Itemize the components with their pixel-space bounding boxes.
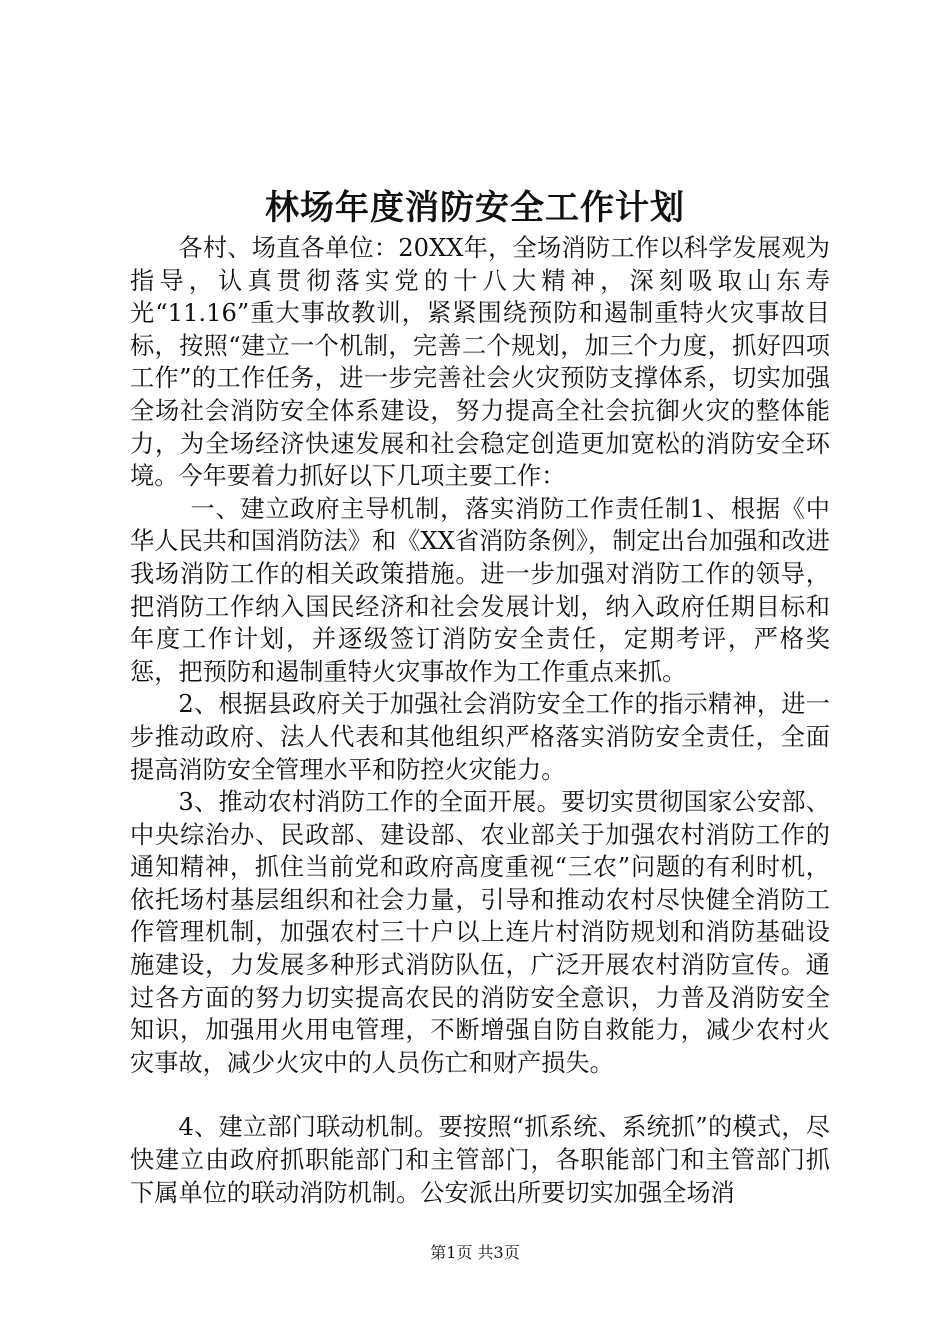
paragraph-intro: 各村、场直各单位：20XX年，全场消防工作以科学发展观为指导，认真贯彻落实党的十八大精神，深刻吸取山东寿光“11.16”重大事故教训，紧紧围绕预防和遏制重特火灾事故目标，按照“建立一个机制，完善二个规划，加三个力度，抓好四项工作”的工作任务，进一步完善社会火灾预防支撑体系，切实加强全场社会消防安全体系建设，努力提高全社会抗御火灾的整体能力，为全场经济快速发展和社会稳定创造更加宽松的消防安全环境。今年要着力抓好以下几项主要工作： (130, 234, 830, 491)
document-body (130, 232, 830, 1209)
paragraph-item-three: 3、推动农村消防工作的全面开展。要切实贯彻国家公安部、中央综治办、民政部、建设部、农业部关于加强农村消防工作的通知精神，抓住当前党和政府高度重视“三农”问题的有利时机，依托场村基层组织和社会力量，引导和推动农村尽快健全消防工作管理机制，加强农村三十户以上连片村消防规划和消防基础设施建设，力发展多种形式消防队伍，广泛开展农村消防宣传。通过各方面的努力切实提高农民的消防安全意识，力普及消防安全知识，加强用火用电管理，不断增强自防自救能力，减少农村火灾事故，减少火灾中的人员伤亡和财产损失。 (130, 788, 830, 1077)
page-footer: 第1页 共3页 (430, 1243, 520, 1262)
document-title: 林场年度消防安全工作计划 (265, 188, 685, 228)
paragraph-item-four: 4、建立部门联动机制。要按照“抓系统、系统抓”的模式，尽快建立由政府抓职能部门和主管部门，各职能部门和主管部门抓下属单位的联动消防机制。公安派出所要切实加强全场消 (130, 1113, 830, 1207)
paragraph-section-one: 一、建立政府主导机制，落实消防工作责任制1、根据《中华人民共和国消防法》和《XX省消防条例》，制定出台加强和改进我场消防工作的相关政策措施。进一步加强对消防工作的领导，把消防工作纳入国民经济和社会发展计划，纳入政府任期目标和年度工作计划，并逐级签订消防安全责任，定期考评，严格奖惩，把预防和遏制重特火灾事故作为工作重点来抓。 (130, 494, 830, 686)
paragraph-item-two: 2、根据县政府关于加强社会消防安全工作的指示精神，进一步推动政府、法人代表和其他组织严格落实消防安全责任，全面提高消防安全管理水平和防控火灾能力。 (130, 690, 830, 784)
